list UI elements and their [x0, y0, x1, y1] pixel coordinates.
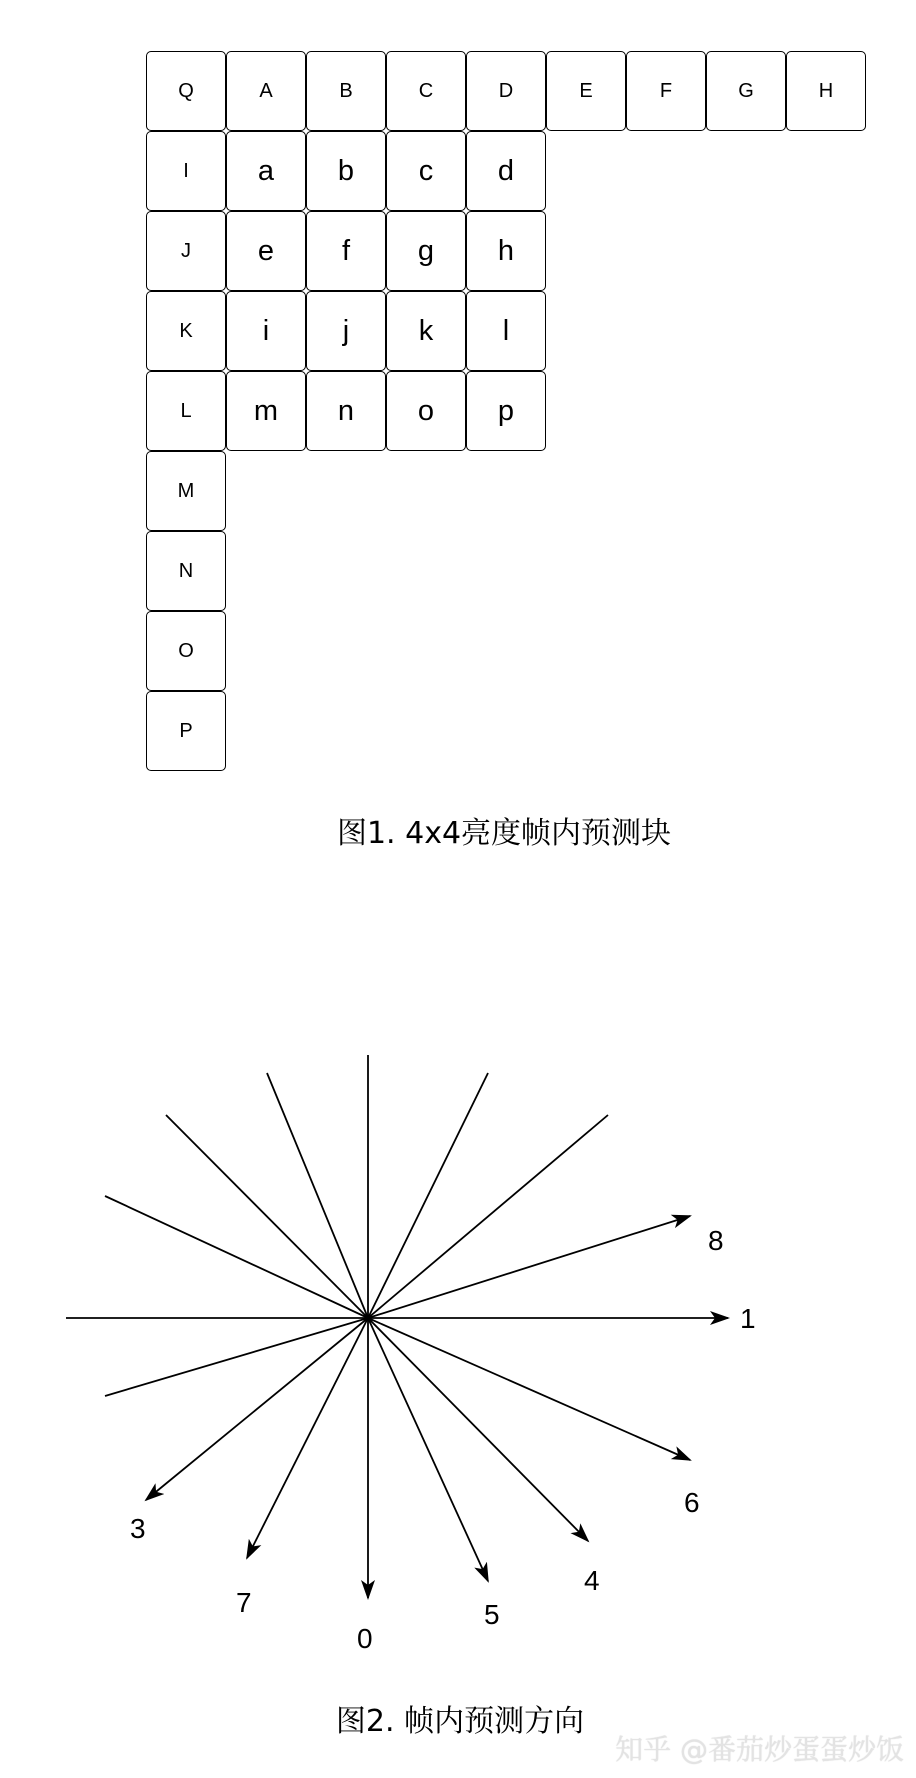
pixel-cell-b: b	[306, 131, 386, 211]
ref-line-up-left-steep	[267, 1073, 368, 1318]
mode-3-arrow	[146, 1318, 368, 1500]
ref-cell-Q: Q	[146, 51, 226, 131]
ref-cell-F: F	[626, 51, 706, 131]
ref-line-up-right-diagonal	[368, 1115, 608, 1318]
ref-cell-G: G	[706, 51, 786, 131]
ref-cell-B: B	[306, 51, 386, 131]
pixel-cell-o: o	[386, 371, 466, 451]
mode-5-arrow	[368, 1318, 488, 1581]
mode-8-arrow	[368, 1216, 690, 1318]
ref-cell-C: C	[386, 51, 466, 131]
ref-cell-K: K	[146, 291, 226, 371]
mode-1-label: 1	[740, 1303, 756, 1334]
ref-cell-H: H	[786, 51, 866, 131]
mode-8-label: 8	[708, 1225, 724, 1256]
pixel-cell-e: e	[226, 211, 306, 291]
pixel-cell-m: m	[226, 371, 306, 451]
pixel-cell-f: f	[306, 211, 386, 291]
pixel-cell-d: d	[466, 131, 546, 211]
ref-cell-D: D	[466, 51, 546, 131]
ref-line-up-left-shallow	[105, 1196, 368, 1318]
mode-7-arrow	[247, 1318, 368, 1558]
mode-7-label: 7	[236, 1587, 252, 1618]
ref-line-down-left-shallow	[105, 1318, 368, 1396]
ref-cell-N: N	[146, 531, 226, 611]
ref-cell-A: A	[226, 51, 306, 131]
mode-6-label: 6	[684, 1487, 700, 1518]
pixel-cell-k: k	[386, 291, 466, 371]
ref-cell-E: E	[546, 51, 626, 131]
ref-cell-P: P	[146, 691, 226, 771]
ref-line-up-right-steep	[368, 1073, 488, 1318]
pixel-cell-h: h	[466, 211, 546, 291]
mode-0-label: 0	[357, 1623, 373, 1654]
figure2-caption: 图2. 帧内预测方向	[335, 1704, 585, 1739]
mode-3-label: 3	[130, 1513, 146, 1544]
ref-cell-M: M	[146, 451, 226, 531]
mode-4-label: 4	[584, 1565, 600, 1596]
mode-5-label: 5	[484, 1599, 500, 1630]
ref-cell-O: O	[146, 611, 226, 691]
pixel-cell-c: c	[386, 131, 466, 211]
ref-cell-I: I	[146, 131, 226, 211]
pixel-cell-j: j	[306, 291, 386, 371]
pixel-cell-p: p	[466, 371, 546, 451]
pixel-cell-g: g	[386, 211, 466, 291]
mode-4-arrow	[368, 1318, 588, 1541]
pixel-cell-a: a	[226, 131, 306, 211]
zhihu-watermark: 知乎 @番茄炒蛋蛋炒饭	[615, 1733, 904, 1766]
pixel-cell-i: i	[226, 291, 306, 371]
ref-line-up-left-diagonal	[166, 1115, 368, 1318]
figure1-caption: 图1. 4x4亮度帧内预测块	[336, 816, 672, 851]
ref-cell-J: J	[146, 211, 226, 291]
pixel-cell-l: l	[466, 291, 546, 371]
pixel-cell-n: n	[306, 371, 386, 451]
mode-6-arrow	[368, 1318, 690, 1460]
ref-cell-L: L	[146, 371, 226, 451]
